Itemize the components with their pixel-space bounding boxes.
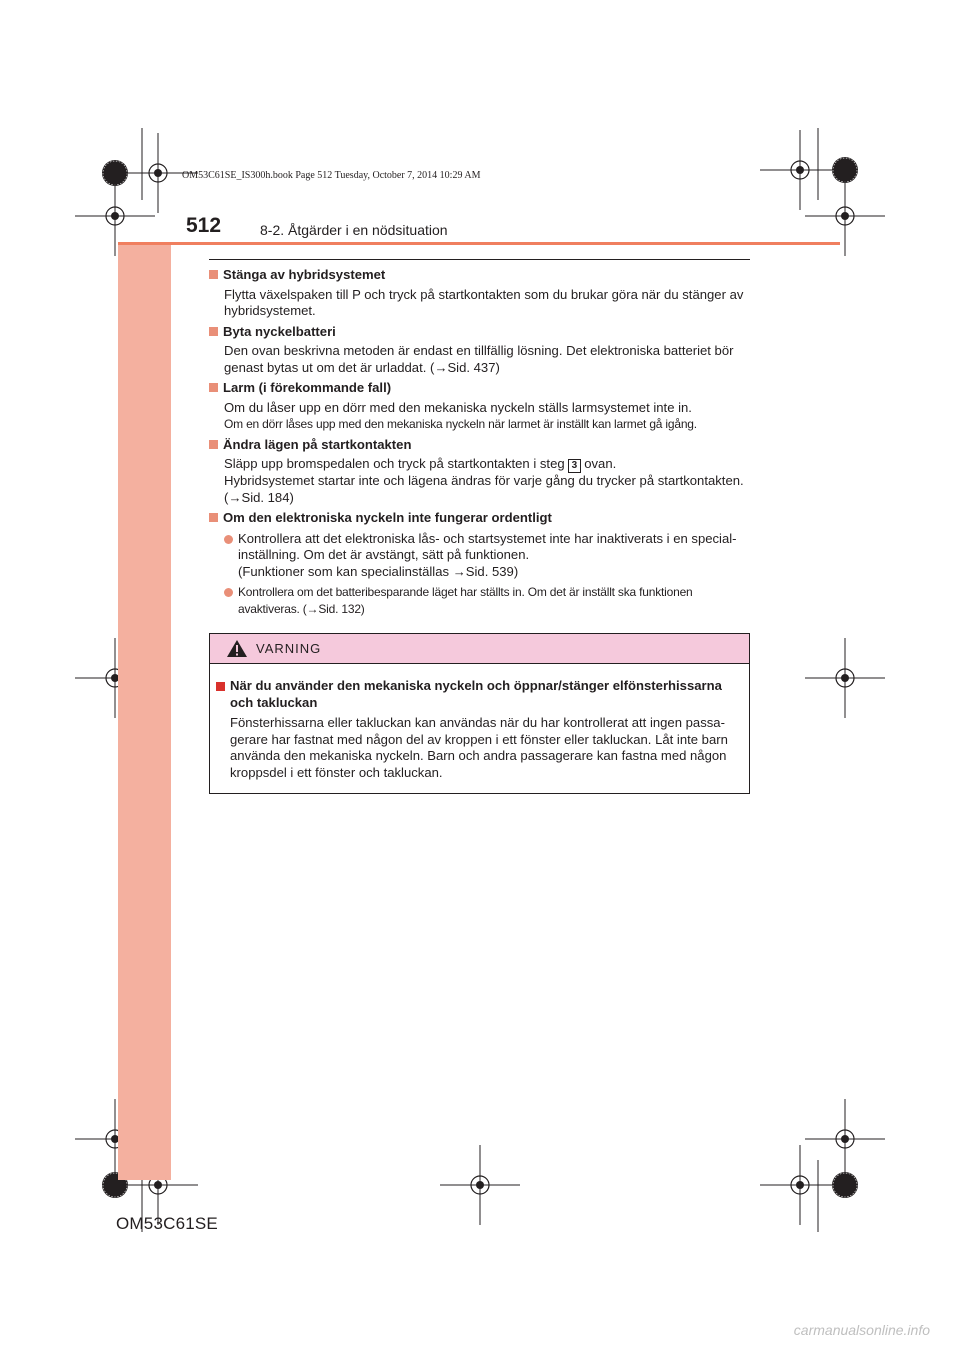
topic-change-start-switch-modes — [209, 437, 751, 507]
bullet-text: (Funktioner som kan specialinställas →Sid. 539) — [238, 563, 519, 579]
chapter-side-band — [118, 242, 171, 1180]
topic-replace-key-battery — [209, 324, 751, 377]
warning-heading: När du använder den mekaniska nyckeln och öppnar/stänger elfönsterhissarna och takluckan — [230, 678, 722, 710]
square-bullet-icon — [209, 440, 218, 449]
book-file-line: OM53C61SE_IS300h.book Page 512 Tuesday, October 7, 2014 10:29 AM — [182, 170, 481, 181]
page-number: 512 — [186, 214, 222, 237]
section-title: 8-2. Åtgärder i en nödsituation — [260, 222, 448, 238]
step-number-badge: 3 — [568, 459, 582, 473]
topic-text: Om du låser upp en dörr med den mekaniska nyckeln ställs larmsystemet inte in. — [224, 399, 692, 415]
footer-manual-code: OM53C61SE — [116, 1214, 218, 1233]
bullet-text: Kontrollera om det batteribesparande läget har ställts in. Om det är inställt ska funktionen avaktiveras. (→Sid. 132) — [238, 585, 693, 616]
topic-stop-hybrid-system — [209, 267, 751, 320]
warning-text: Fönsterhissarna eller takluckan kan användas när du har kontrollerat att ingen passagerare har fastnat med någon del av kroppen i ett fönster eller takluckan. Låt inte barn använda den mekaniska nyckeln. Barn och andra passagerare kan fastna med någon kroppsdel i ett fönster och takluckan. — [230, 715, 728, 780]
square-bullet-icon — [209, 327, 218, 336]
warning-box — [209, 633, 750, 794]
topic-text: Hybridsystemet startar inte och lägena ändras för varje gång du trycker på startkontakten. (→Sid. 184) — [224, 473, 744, 505]
main-content — [209, 267, 751, 621]
square-bullet-icon — [209, 270, 218, 279]
list-item — [209, 584, 751, 617]
topic-heading: Byta nyckelbatteri — [223, 323, 336, 339]
watermark: carmanualsonline.info — [793, 1322, 930, 1338]
round-bullet-icon — [224, 535, 233, 544]
round-bullet-icon — [224, 588, 233, 597]
header-rule — [118, 242, 840, 245]
warning-header — [210, 634, 749, 664]
warning-triangle-icon — [226, 639, 248, 658]
square-bullet-icon — [209, 513, 218, 522]
topic-heading: Ändra lägen på startkontakten — [223, 436, 412, 452]
topic-heading: Om den elektroniska nyckeln inte fungerar ordentligt — [223, 510, 552, 525]
topic-text: Den ovan beskrivna metoden är endast en tillfällig lösning. Det elektroniska batteriet bör genast bytas ut om det är urladdat. (→Sid. 437) — [224, 343, 734, 375]
topic-text: Om en dörr låses upp med den mekaniska nyckeln när larmet är inställt kan larmet gå igång. — [224, 417, 697, 431]
warning-title: VARNING — [256, 641, 322, 656]
content-rule — [209, 259, 750, 260]
topic-text: Flytta växelspaken till P och tryck på startkontakten som du brukar göra när du stänger av hybridsystemet. — [224, 286, 744, 318]
list-item — [209, 531, 751, 581]
topic-heading: Larm (i förekommande fall) — [223, 380, 392, 395]
topic-electronic-key-not-working — [209, 510, 751, 617]
square-bullet-icon — [209, 383, 218, 392]
topic-alarm — [209, 380, 751, 433]
square-bullet-icon — [216, 682, 225, 691]
topic-heading: Stänga av hybridsystemet — [223, 267, 386, 282]
topic-text: Släpp upp bromspedalen och tryck på startkontakten i steg — [224, 456, 565, 471]
topic-text: ovan. — [584, 456, 617, 471]
bullet-text: Kontrollera att det elektroniska lås- och startsystemet inte har inaktiverats i en specialinställning. Om det är avstängt, sätt på funktionen. — [238, 530, 737, 562]
